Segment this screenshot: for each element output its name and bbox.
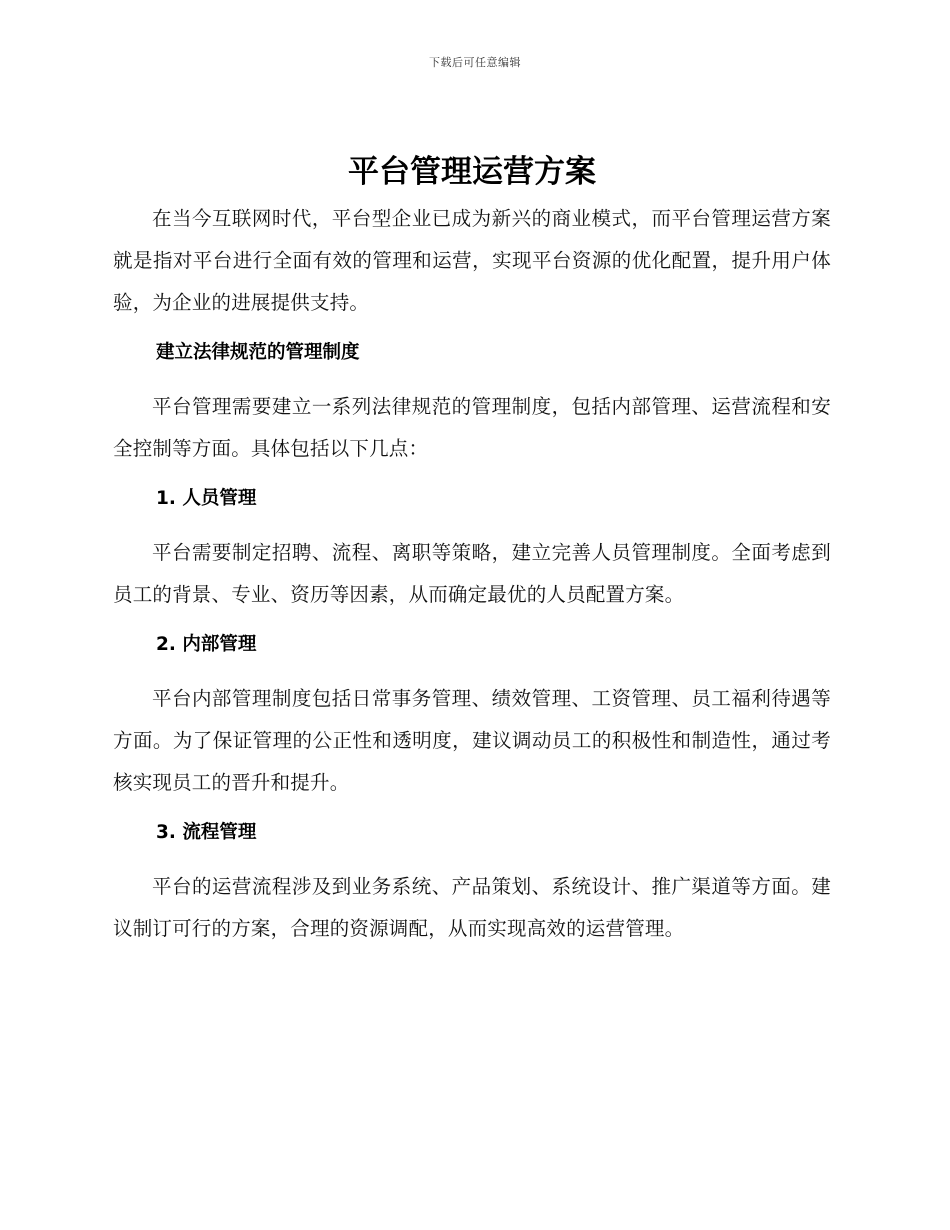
intro-paragraph: 在当今互联网时代，平台型企业已成为新兴的商业模式，而平台管理运营方案就是指对平台进行全面有效的管理和运营，实现平台资源的优化配置，提升用户体验，为企业的进展提供支持。 [113, 207, 831, 314]
item-paragraph-internal: 平台内部管理制度包括日常事务管理、绩效管理、工资管理、员工福利待遇等方面。为了保证管理的公正性和透明度，建议调动员工的积极性和制造性，通过考核实现员工的晋升和提升。 [113, 687, 831, 794]
section-paragraph: 平台管理需要建立一系列法律规范的管理制度，包括内部管理、运营流程和安全控制等方面。具体包括以下几点： [113, 395, 831, 460]
item-paragraph-personnel: 平台需要制定招聘、流程、离职等策略，建立完善人员管理制度。全面考虑到员工的背景、专业、资历等因素，从而确定最优的人员配置方案。 [113, 541, 831, 606]
item-heading-personnel: 1. 人员管理 [156, 488, 257, 509]
item-paragraph-process: 平台的运营流程涉及到业务系统、产品策划、系统设计、推广渠道等方面。建议制订可行的方案，合理的资源调配，从而实现高效的运营管理。 [113, 875, 831, 940]
section-heading: 建立法律规范的管理制度 [156, 342, 360, 363]
document-title: 平台管理运营方案 [348, 154, 596, 190]
item-heading-internal: 2. 内部管理 [156, 634, 257, 655]
item-heading-process: 3. 流程管理 [156, 822, 257, 843]
header-note: 下载后可任意编辑 [429, 56, 521, 69]
document-content [113, 150, 831, 950]
